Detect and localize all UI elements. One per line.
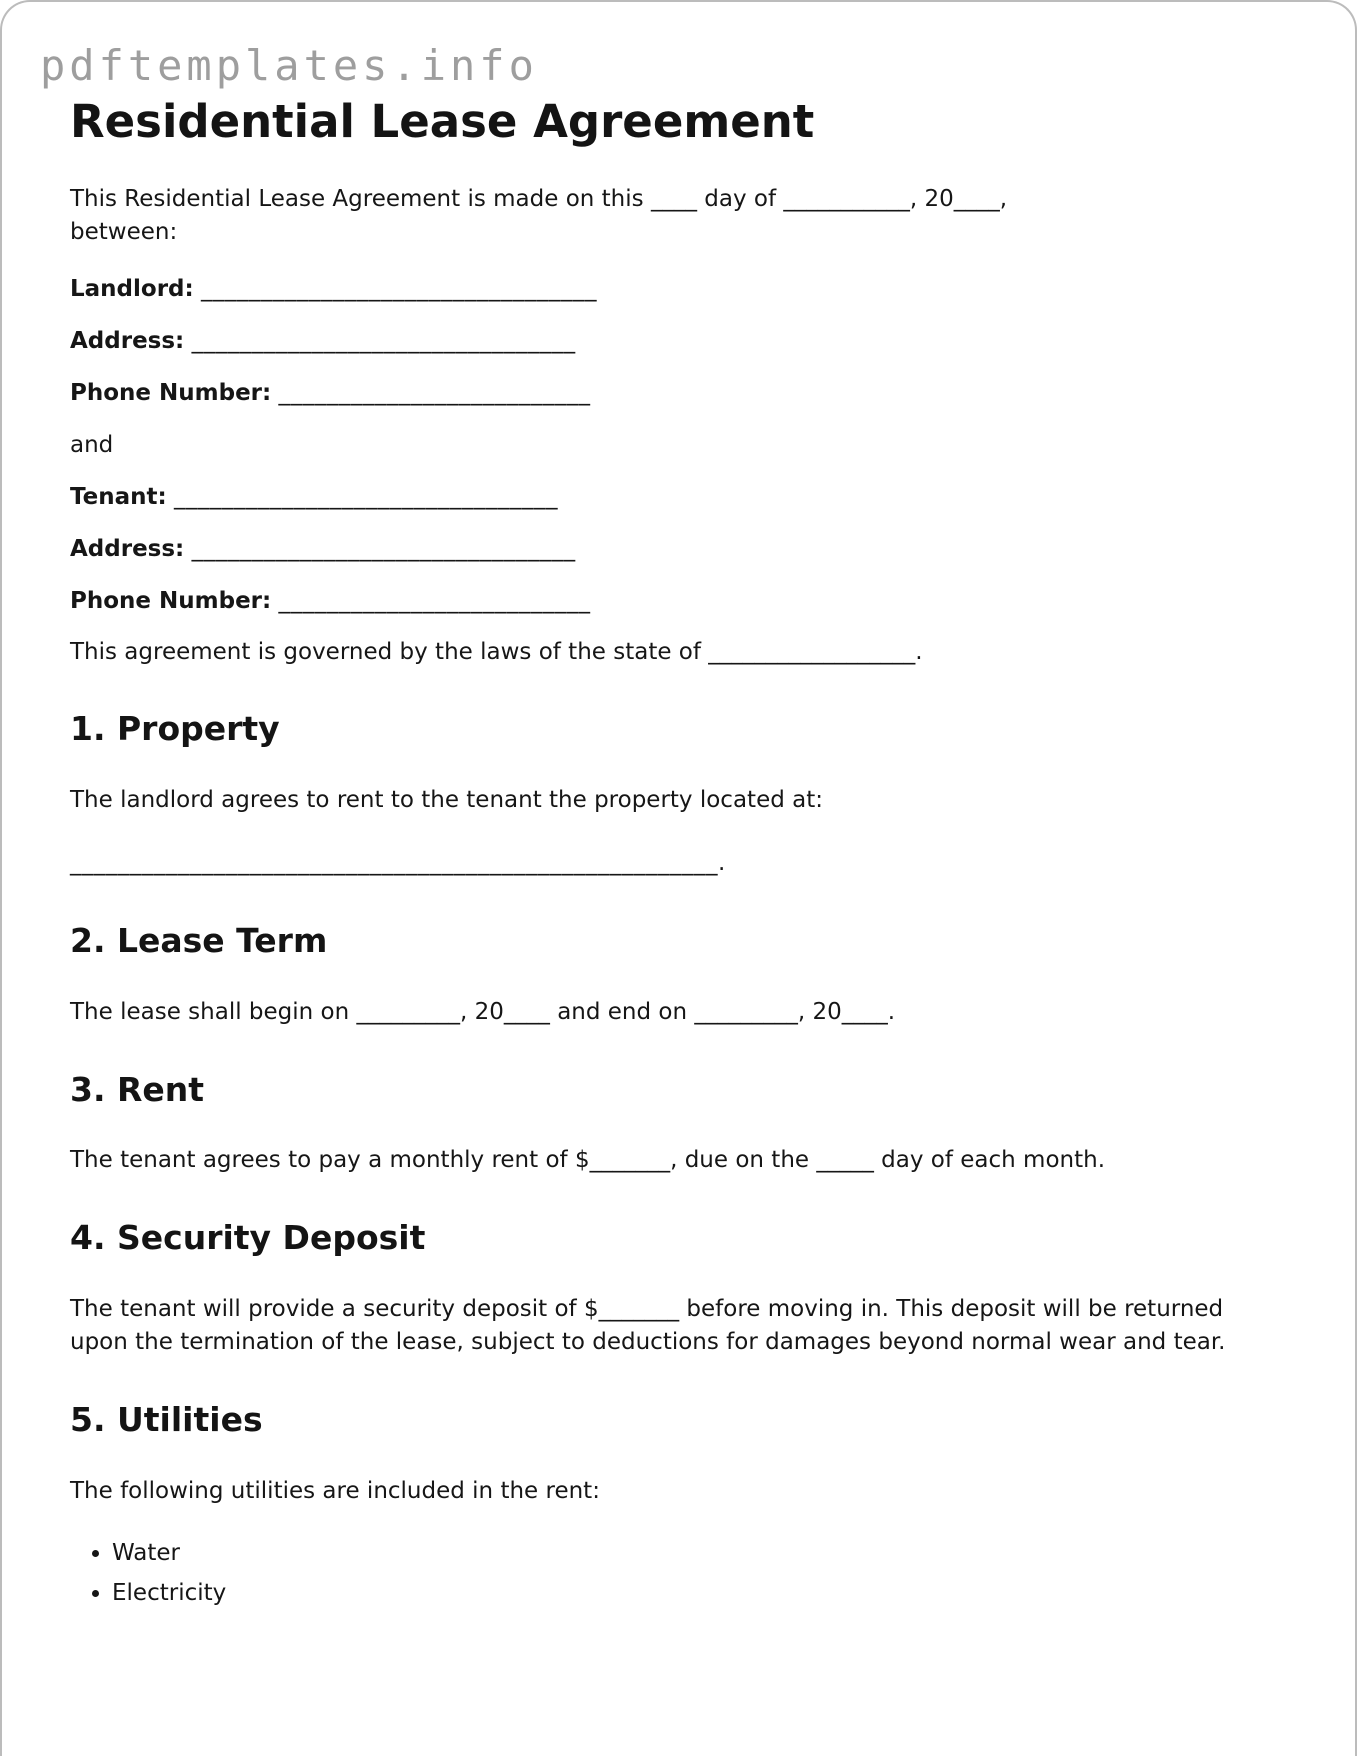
section-heading-rent: 3. Rent <box>70 1069 205 1109</box>
landlord-phone-blank: __________________________ <box>278 380 591 407</box>
conjunction-text: and <box>70 431 114 458</box>
landlord-phone-label: Phone Number: <box>70 380 272 407</box>
rent-body: The tenant agrees to pay a monthly rent of $_______, due on the _____ day of each month. <box>70 1147 1105 1174</box>
governing-law-text: This agreement is governed by the laws of the state of __________________. <box>70 639 923 666</box>
tenant-phone-label: Phone Number: <box>70 587 272 614</box>
intro-paragraph <box>70 183 1271 250</box>
lease-term-body: The lease shall begin on _________, 20____ and end on _________, 20____. <box>70 998 896 1025</box>
section-heading-lease-term: 2. Lease Term <box>70 921 328 961</box>
tenant-address-label: Address: <box>70 535 185 562</box>
property-blank: ______________________________________________________. <box>70 849 726 876</box>
intro-line-2: between: <box>70 218 178 245</box>
section-heading-utilities: 5. Utilities <box>70 1400 263 1440</box>
tenant-blank: ________________________________ <box>174 483 559 510</box>
property-blank-line <box>70 847 1271 880</box>
landlord-label: Landlord: <box>70 276 194 303</box>
landlord-address-blank: ________________________________ <box>191 328 576 355</box>
landlord-blank: _________________________________ <box>201 276 598 303</box>
property-body: The landlord agrees to rent to the tenant the property located at: <box>70 786 823 813</box>
utilities-list <box>70 1538 1271 1609</box>
security-deposit-body: The tenant will provide a security deposit of $_______ before moving in. This deposit will be returned upon the termination of the lease, subject to deductions for damages beyond normal wear and tear. <box>70 1295 1226 1356</box>
utilities-list-item: • Electricity <box>112 1578 1271 1609</box>
landlord-phone-field <box>70 379 1271 409</box>
utilities-body: The following utilities are included in the rent: <box>70 1477 600 1504</box>
section-heading-security-deposit: 4. Security Deposit <box>70 1218 426 1258</box>
section-heading-property: 1. Property <box>70 709 280 749</box>
tenant-address-blank: ________________________________ <box>191 535 576 562</box>
intro-line-1: This Residential Lease Agreement is made on this ____ day of ___________, 20____, <box>70 185 1008 212</box>
tenant-address-field <box>70 535 1271 565</box>
tenant-field <box>70 483 1271 513</box>
landlord-field <box>70 275 1271 305</box>
utilities-list-item: • Water <box>112 1538 1271 1569</box>
landlord-address-field <box>70 327 1271 357</box>
tenant-label: Tenant: <box>70 483 167 510</box>
landlord-address-label: Address: <box>70 328 185 355</box>
document-title: Residential Lease Agreement <box>70 95 815 149</box>
watermark-text: pdftemplates.info <box>40 41 538 90</box>
tenant-phone-blank: __________________________ <box>278 587 591 614</box>
tenant-phone-field <box>70 587 1271 617</box>
